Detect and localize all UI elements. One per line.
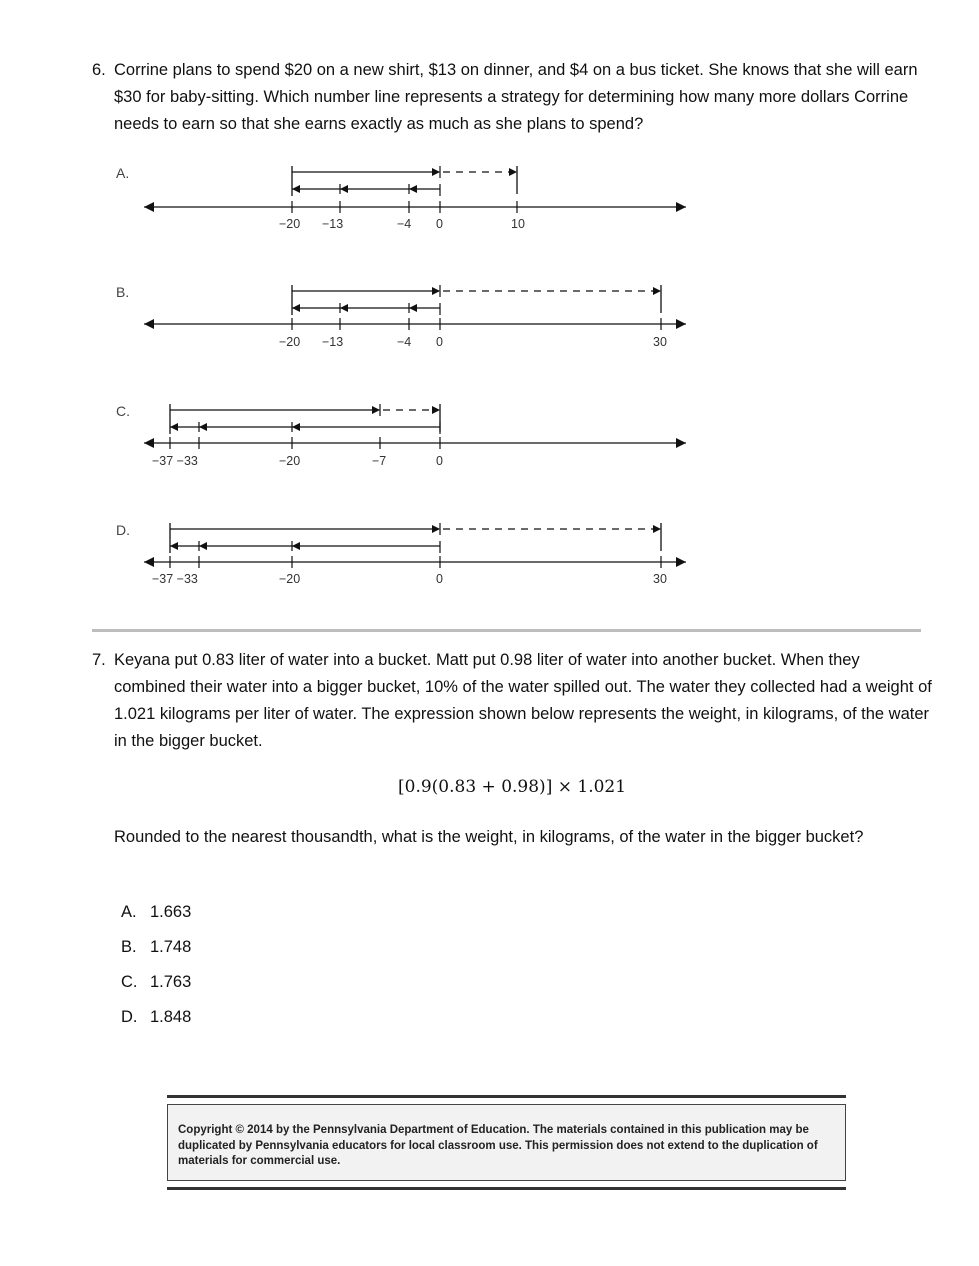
question-text: Keyana put 0.83 liter of water into a bucket. Matt put 0.98 liter of water into another bucket. When they combined their water into a bigger bucket, 10% of the water spilled out. The water they collected had a weight of 1.021 kilograms per liter of water. The expression shown below represents the weight, in kilograms, of the water in the bigger bucket. [114, 651, 932, 750]
choice-a[interactable] [121, 903, 191, 922]
question-7 [92, 647, 932, 755]
tick-label: −20 [279, 572, 301, 586]
question-number: 6. [92, 61, 106, 79]
choice-label: B. [121, 938, 137, 956]
question-text: Corrine plans to spend $20 on a new shirt, $13 on dinner, and $4 on a bus ticket. She knows that she will earn $30 for baby-sitting. Which number line represents a strategy for determining how many more dollars Corrine needs to earn so that she earns exactly as much as she plans to spend? [114, 61, 918, 133]
choice-value: 1.663 [150, 903, 192, 921]
choice-d[interactable] [121, 1008, 191, 1027]
choice-label: C. [121, 973, 138, 991]
tick-label: −4 [397, 217, 412, 231]
choice-value: 1.748 [150, 938, 192, 956]
number-line-b[interactable] [140, 277, 700, 357]
tick-label: −37 −33 [152, 572, 198, 586]
tick-label: −20 [279, 454, 301, 468]
option-c-label[interactable]: C. [116, 403, 130, 419]
section-divider [92, 629, 921, 632]
choice-label: A. [121, 903, 137, 921]
tick-label: −13 [322, 335, 344, 349]
tick-label: −4 [397, 335, 412, 349]
choice-value: 1.763 [150, 973, 192, 991]
tick-label: −20 [279, 335, 301, 349]
tick-label: −13 [322, 217, 344, 231]
tick-label: −20 [279, 217, 301, 231]
choice-b[interactable] [121, 938, 191, 957]
tick-label: 30 [653, 335, 667, 349]
tick-label: 10 [511, 217, 525, 231]
tick-label: −37 −33 [152, 454, 198, 468]
tick-label: 0 [436, 454, 443, 468]
option-a-label[interactable]: A. [116, 165, 130, 181]
math-expression: [0.9(0.83 + 0.98)] × 1.021 [398, 777, 627, 797]
option-d-label[interactable]: D. [116, 522, 130, 538]
choice-value: 1.848 [150, 1008, 192, 1026]
tick-label: −7 [372, 454, 387, 468]
tick-label: 0 [436, 572, 443, 586]
tick-label: 30 [653, 572, 667, 586]
choice-c[interactable] [121, 973, 191, 992]
tick-label: 0 [436, 335, 443, 349]
copyright-text: Copyright © 2014 by the Pennsylvania Department of Education. The materials contained in this publication may be duplicated by Pennsylvania educators for local classroom use. This permission does not extend to the duplication of materials for commercial use. [167, 1104, 846, 1181]
number-line-c[interactable] [140, 396, 700, 476]
question-number: 7. [92, 651, 106, 669]
number-line-a[interactable] [140, 160, 700, 240]
question-prompt: Rounded to the nearest thousandth, what is the weight, in kilograms, of the water in the bigger bucket? [114, 828, 864, 846]
number-line-d[interactable] [140, 515, 700, 595]
option-b-label[interactable]: B. [116, 284, 130, 300]
choice-label: D. [121, 1008, 138, 1026]
tick-label: 0 [436, 217, 443, 231]
copyright-box [167, 1095, 846, 1190]
question-6 [92, 57, 932, 138]
